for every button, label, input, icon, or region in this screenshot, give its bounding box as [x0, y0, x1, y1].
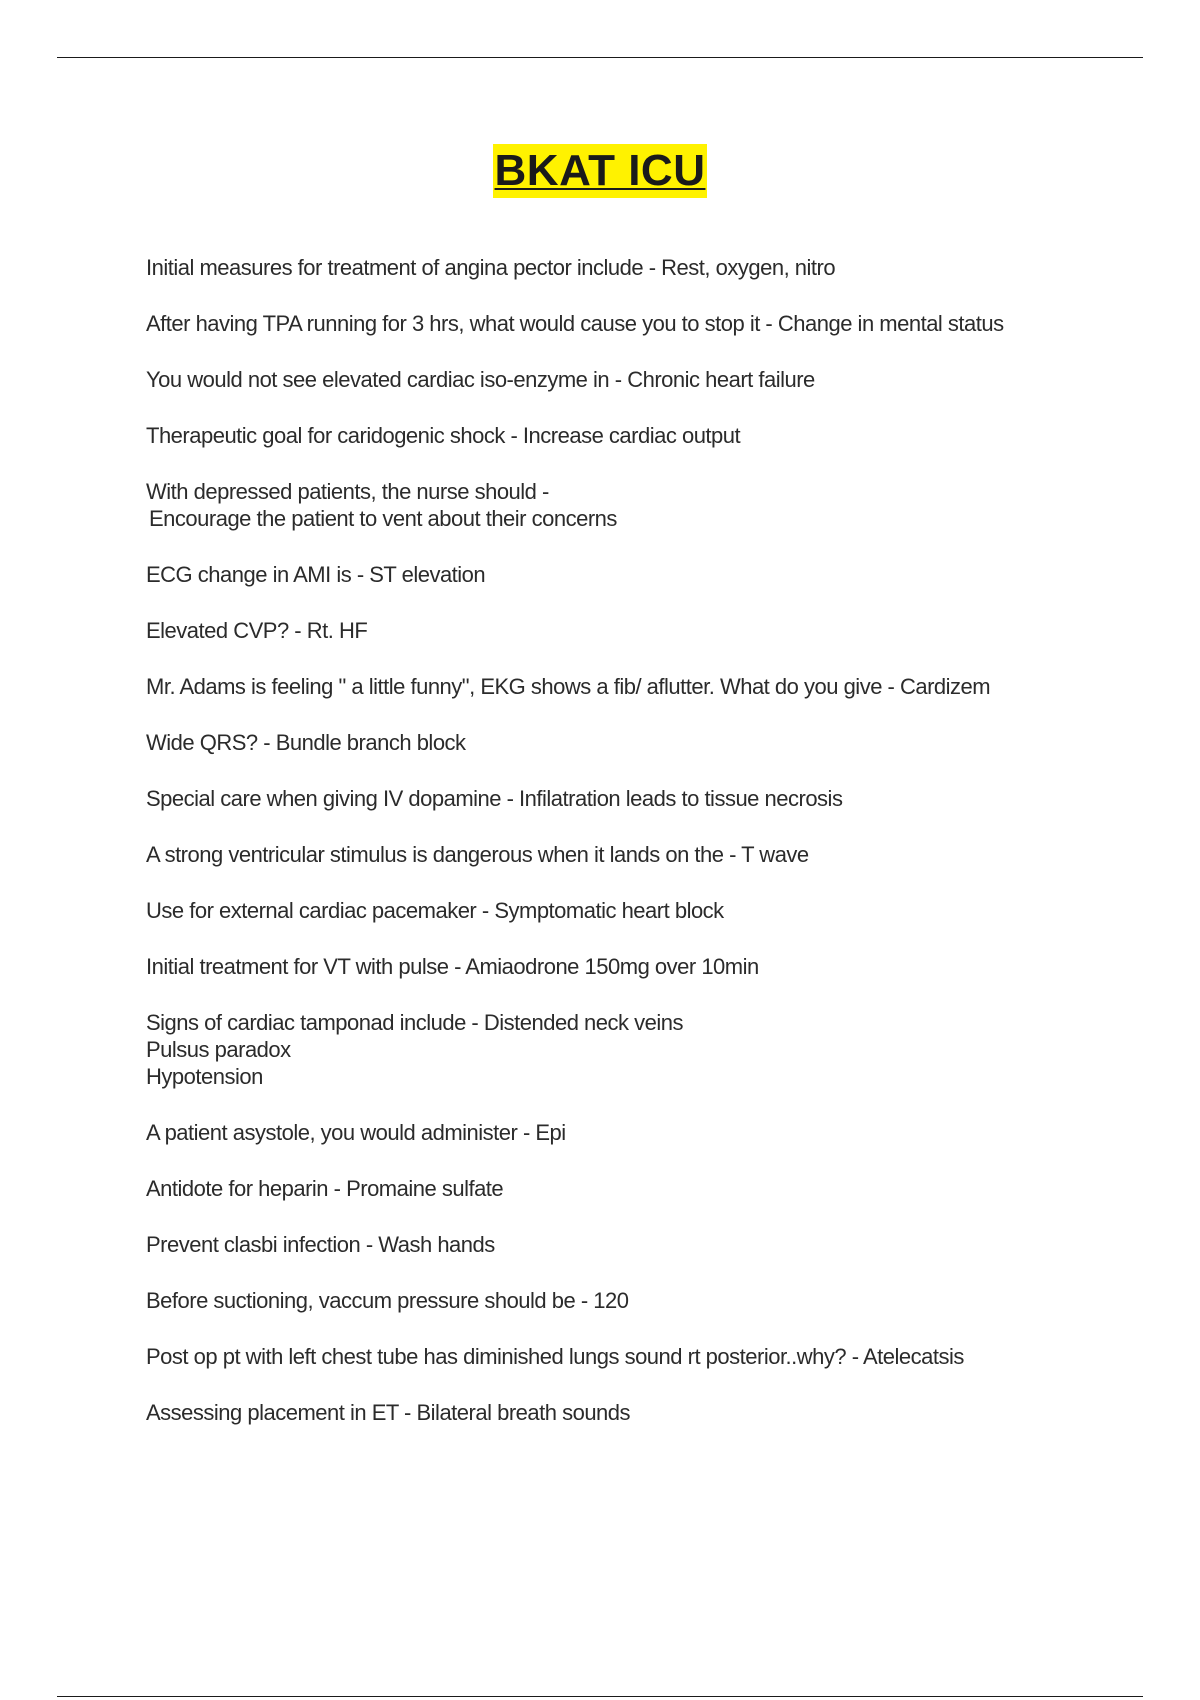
- qa-line: Antidote for heparin - Promaine sulfate: [146, 1176, 504, 1201]
- qa-line: Mr. Adams is feeling " a little funny", EKG shows a fib/ aflutter. What do you give - Cardizem: [146, 674, 991, 699]
- qa-line: Prevent clasbi infection - Wash hands: [146, 1232, 495, 1257]
- footer-rule: [57, 1696, 1143, 1697]
- qa-line: You would not see elevated cardiac iso-enzyme in - Chronic heart failure: [146, 367, 815, 392]
- qa-line: Initial measures for treatment of angina pector include - Rest, oxygen, nitro: [146, 255, 836, 280]
- qa-item: [146, 366, 1146, 393]
- qa-line: Pulsus paradox: [146, 1037, 291, 1062]
- qa-line: Before suctioning, vaccum pressure should be - 120: [146, 1288, 629, 1313]
- qa-line: After having TPA running for 3 hrs, what would cause you to stop it - Change in mental status: [146, 311, 1004, 336]
- qa-line: A strong ventricular stimulus is dangerous when it lands on the - T wave: [146, 842, 809, 867]
- qa-line: Elevated CVP? - Rt. HF: [146, 618, 368, 643]
- qa-line: ECG change in AMI is - ST elevation: [146, 562, 486, 587]
- qa-line: Signs of cardiac tamponad include - Distended neck veins: [146, 1010, 683, 1035]
- document-title: BKAT ICU: [493, 144, 708, 198]
- qa-item: [146, 1343, 1146, 1370]
- qa-line: Assessing placement in ET - Bilateral breath sounds: [146, 1400, 631, 1425]
- qa-item: [146, 953, 1146, 980]
- qa-line: Hypotension: [146, 1064, 263, 1089]
- qa-line: Wide QRS? - Bundle branch block: [146, 730, 466, 755]
- qa-line: Encourage the patient to vent about their concerns: [149, 506, 617, 531]
- qa-line: Special care when giving IV dopamine - Infilatration leads to tissue necrosis: [146, 786, 843, 811]
- qa-item: [146, 1175, 1146, 1202]
- qa-item: [146, 1287, 1146, 1314]
- title-container: [0, 144, 1200, 198]
- qa-line: With depressed patients, the nurse should -: [146, 479, 549, 504]
- qa-item: [146, 617, 1146, 644]
- qa-item: [146, 1231, 1146, 1258]
- qa-item: [146, 841, 1146, 868]
- qa-item: [146, 1009, 1146, 1090]
- qa-item: [146, 561, 1146, 588]
- qa-line: Initial treatment for VT with pulse - Amiaodrone 150mg over 10min: [146, 954, 759, 979]
- qa-line: Post op pt with left chest tube has diminished lungs sound rt posterior..why? - Atelecatsis: [146, 1344, 964, 1369]
- qa-item: [146, 729, 1146, 756]
- qa-item: [146, 673, 1146, 700]
- qa-item: [146, 785, 1146, 812]
- qa-item: [146, 1399, 1146, 1426]
- qa-item: [146, 1119, 1146, 1146]
- qa-line: Therapeutic goal for caridogenic shock - Increase cardiac output: [146, 423, 741, 448]
- qa-list: [146, 254, 1146, 1455]
- qa-item: [146, 478, 1146, 532]
- qa-item: [146, 310, 1146, 337]
- header-rule: [57, 57, 1143, 58]
- qa-line: Use for external cardiac pacemaker - Symptomatic heart block: [146, 898, 724, 923]
- qa-item: [146, 422, 1146, 449]
- qa-item: [146, 897, 1146, 924]
- qa-item: [146, 254, 1146, 281]
- qa-line: A patient asystole, you would administer - Epi: [146, 1120, 566, 1145]
